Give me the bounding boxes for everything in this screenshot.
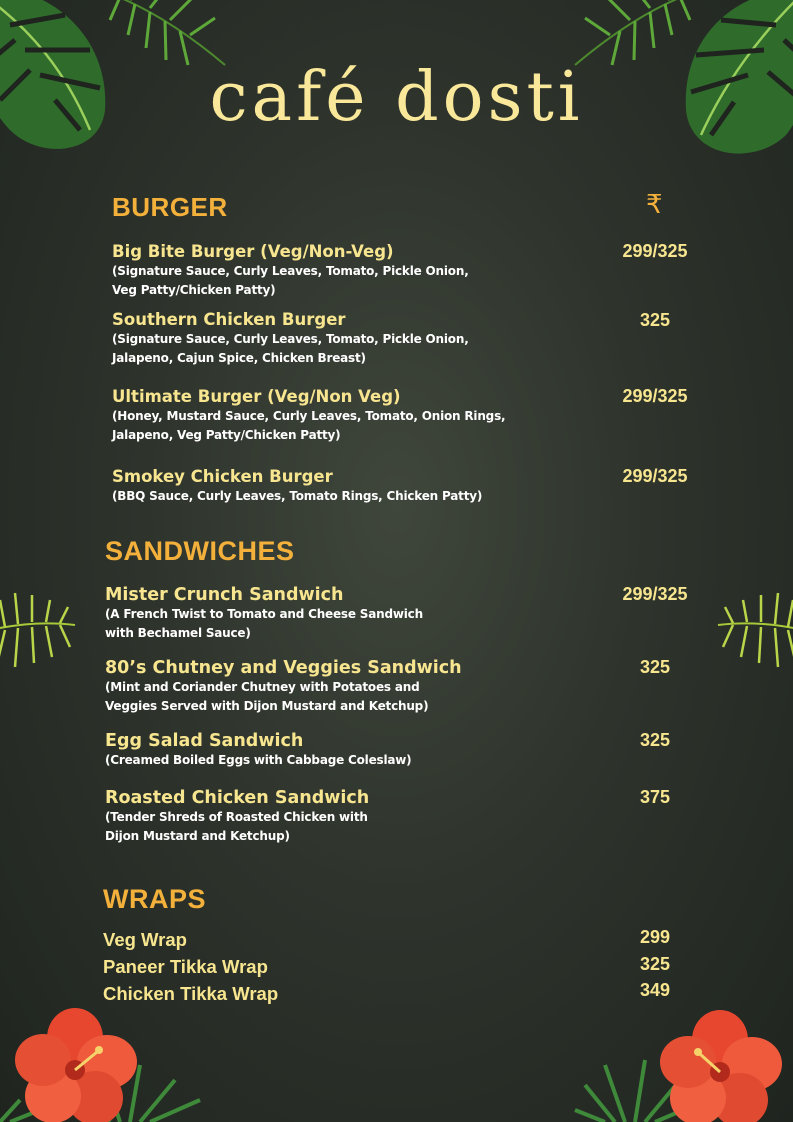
item-name: Veg Wrap — [103, 929, 187, 950]
item-price: 299/325 — [622, 466, 688, 486]
item-price: 299/325 — [622, 386, 688, 406]
item-name: Chicken Tikka Wrap — [103, 983, 279, 1004]
menu-item — [112, 387, 505, 445]
menu-item — [105, 788, 369, 846]
item-price: 349 — [639, 980, 671, 1000]
currency-symbol: ₹ — [646, 190, 663, 220]
section-heading-sandwiches: SANDWICHES — [105, 536, 295, 566]
hibiscus-flower-bottom-left-icon — [10, 1010, 140, 1122]
item-description: with Bechamel Sauce) — [105, 626, 251, 640]
item-description: Dijon Mustard and Ketchup) — [105, 829, 290, 843]
item-price: 325 — [639, 954, 671, 974]
item-description: Jalapeno, Cajun Spice, Chicken Breast) — [112, 351, 366, 365]
item-name: Southern Chicken Burger — [112, 310, 346, 329]
menu-item — [112, 467, 482, 506]
item-price: 325 — [639, 657, 671, 677]
item-price: 299/325 — [622, 241, 688, 261]
menu-item — [112, 242, 469, 300]
item-name: Smokey Chicken Burger — [112, 467, 333, 486]
item-price: 299 — [639, 927, 671, 947]
menu-item — [105, 585, 423, 643]
section-heading-burger: BURGER — [112, 192, 228, 222]
item-name: Mister Crunch Sandwich — [105, 585, 344, 605]
item-description: (Signature Sauce, Curly Leaves, Tomato, Pickle Onion, — [112, 332, 469, 346]
palm-frond-left-icon — [0, 585, 80, 675]
item-name: Roasted Chicken Sandwich — [105, 788, 370, 808]
item-price: 325 — [639, 730, 671, 750]
section-heading-wraps: WRAPS — [103, 884, 206, 914]
item-price: 325 — [639, 310, 671, 330]
item-name: Big Bite Burger (Veg/Non-Veg) — [112, 242, 394, 261]
palm-frond-right-icon — [713, 585, 793, 675]
item-description: (A French Twist to Tomato and Cheese Sandwich — [105, 607, 423, 621]
item-description: (Tender Shreds of Roasted Chicken with — [105, 810, 368, 824]
menu-item — [105, 658, 462, 716]
item-description: Jalapeno, Veg Patty/Chicken Patty) — [112, 428, 341, 442]
menu-item — [112, 310, 469, 368]
item-price: 299/325 — [622, 584, 688, 604]
item-description: (Signature Sauce, Curly Leaves, Tomato, Pickle Onion, — [112, 264, 469, 278]
item-description: (Honey, Mustard Sauce, Curly Leaves, Tomato, Onion Rings, — [112, 409, 506, 423]
menu-item — [105, 731, 411, 770]
item-description: Veg Patty/Chicken Patty) — [112, 283, 276, 297]
item-name: 80’s Chutney and Veggies Sandwich — [105, 658, 462, 678]
cafe-title: café dosti — [209, 58, 584, 137]
item-price: 375 — [639, 787, 671, 807]
item-name: Ultimate Burger (Veg/Non Veg) — [112, 387, 401, 406]
hibiscus-flower-bottom-right-icon — [655, 1010, 785, 1122]
item-description: Veggies Served with Dijon Mustard and Ketchup) — [105, 699, 429, 713]
item-description: (Creamed Boiled Eggs with Cabbage Coleslaw) — [105, 753, 412, 767]
item-description: (BBQ Sauce, Curly Leaves, Tomato Rings, Chicken Patty) — [112, 489, 483, 503]
item-name: Egg Salad Sandwich — [105, 731, 304, 751]
item-description: (Mint and Coriander Chutney with Potatoes and — [105, 680, 420, 694]
item-name: Paneer Tikka Wrap — [103, 956, 268, 977]
